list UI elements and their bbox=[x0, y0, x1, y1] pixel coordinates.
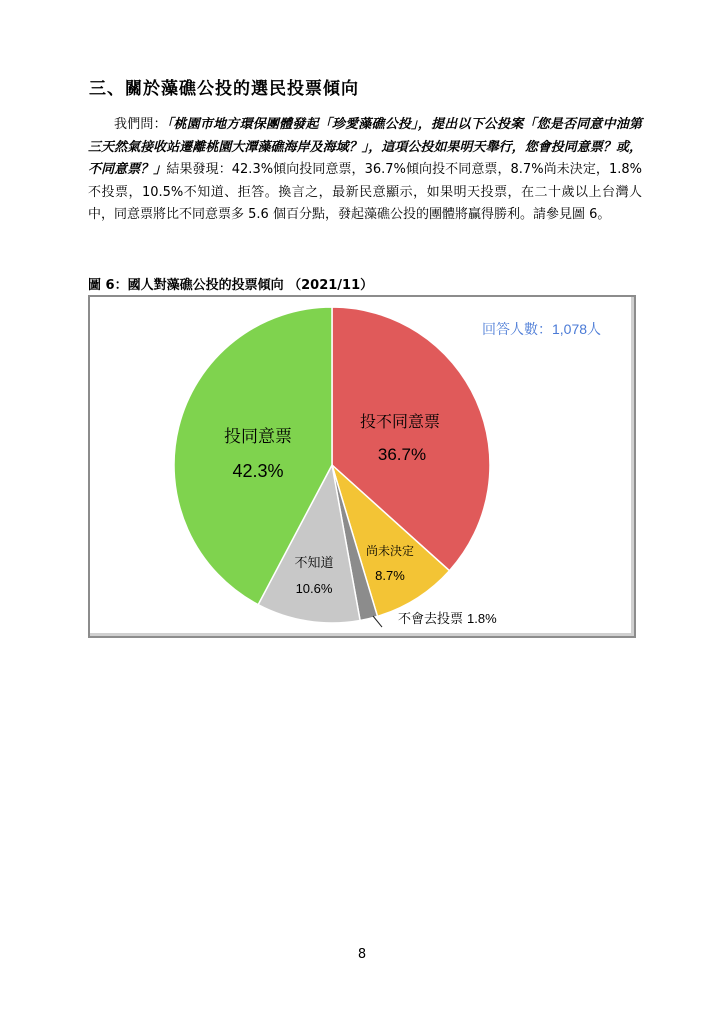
slice-label-not-voting bbox=[398, 611, 497, 627]
paragraph-lead: 我們問： bbox=[114, 117, 167, 132]
slice-value-undecided: 8.7% bbox=[375, 568, 405, 583]
survey-question: 「桃園市地方環保團體發起「珍愛藻礁公投」，提出以下公投案「您是否同意中油第三天然氣接收站遷離桃園大潭藻礁海岸及海域？」，這項公投如果明天舉行，您會投同意票？或，不同意票？」 bbox=[88, 117, 642, 177]
slice-label-agree: 投同意票 bbox=[224, 427, 292, 447]
body-paragraph bbox=[88, 114, 642, 227]
respondent-count: 回答人數：1,078人 bbox=[482, 321, 602, 337]
slice-value-dont-know: 10.6% bbox=[295, 581, 333, 596]
slice-value-disagree: 36.7% bbox=[377, 445, 427, 464]
slice-value-agree: 42.3% bbox=[232, 461, 284, 481]
slice-label-dont-know: 不知道 bbox=[294, 556, 334, 571]
paragraph-results: 結果發現：42.3%傾向投同意票，36.7%傾向投不同意票，8.7%尚未決定，1.8%不投票，10.5%不知道、拒答。換言之，最新民意顯示，如果明天投票，在二十歲以上台灣人中，同意票將比不同意票多 5.6 個百分點，發起藻礁公投的團體將贏得勝利。請參見圖 6。 bbox=[88, 162, 642, 222]
pie-chart bbox=[90, 297, 634, 636]
slice-value-not-voting: 1.8% bbox=[467, 611, 497, 626]
section-heading: 三、關於藻礁公投的選民投票傾向 bbox=[89, 79, 359, 99]
pie-chart-frame bbox=[88, 295, 636, 638]
figure-caption: 圖 6：國人對藻礁公投的投票傾向 （2021/11） bbox=[88, 278, 374, 293]
small-slice-leader-line bbox=[373, 616, 382, 627]
slice-label-disagree: 投不同意票 bbox=[359, 412, 441, 431]
slice-label-not-voting-text: 不會去投票 bbox=[398, 612, 464, 627]
page-number: 8 bbox=[357, 947, 367, 962]
slice-label-undecided: 尚未決定 bbox=[365, 544, 415, 558]
